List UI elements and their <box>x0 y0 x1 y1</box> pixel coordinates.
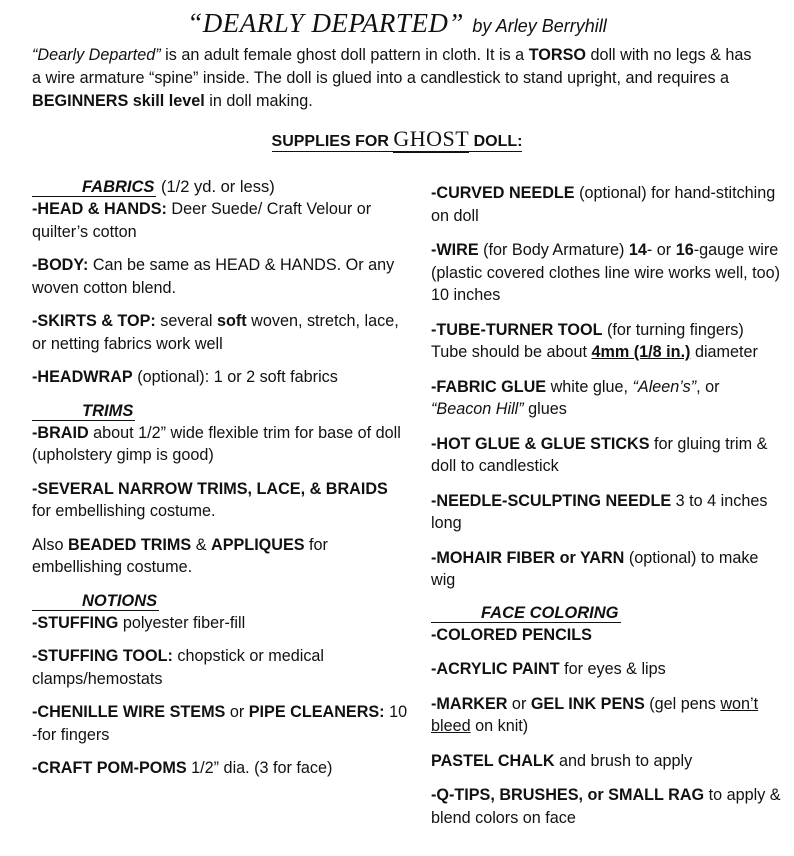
item-label: -BODY: <box>32 256 89 274</box>
item-brand: “Aleen’s” <box>632 377 697 396</box>
item-emphasis: soft <box>217 312 247 330</box>
item-text: (optional) for hand-stitching on doll <box>431 184 776 225</box>
author-byline: by Arley Berryhill <box>472 16 607 36</box>
item-text: for gluing trim & doll to candlestick <box>431 434 768 475</box>
face-coloring-title: FACE COLORING <box>431 604 621 623</box>
item-text: Also <box>32 535 68 554</box>
title-line <box>0 0 794 42</box>
item-label: PIPE CLEANERS: <box>248 703 385 721</box>
list-item <box>431 376 781 421</box>
item-text: several <box>155 312 217 330</box>
list-item <box>32 366 408 389</box>
item-label: -FABRIC GLUE <box>431 377 547 396</box>
item-text: for embellishing costume. <box>32 502 216 520</box>
item-text: and brush to apply <box>554 751 693 770</box>
list-item <box>32 422 408 467</box>
list-item <box>431 784 781 829</box>
supplies-heading-a: SUPPLIES FOR <box>271 133 394 150</box>
item-label: 14 <box>628 241 647 259</box>
intro-title-ref: “Dearly Departed” <box>32 46 161 64</box>
item-text: to apply & blend colors on face <box>431 786 781 827</box>
item-text: (optional) to make wig <box>431 548 759 589</box>
item-label: -HEADWRAP <box>32 368 133 386</box>
item-text: about 1/2” wide flexible trim for base of doll (upholstery gimp is good) <box>32 423 401 464</box>
item-text: 3 to 4 inches long <box>431 491 768 532</box>
notions-heading <box>32 590 408 612</box>
item-text: Can be same as HEAD & HANDS. Or any woven cotton blend. <box>32 256 395 297</box>
item-label: -WIRE <box>431 241 479 259</box>
list-item <box>32 310 408 355</box>
item-emphasis: won’t bleed <box>431 694 759 735</box>
supplies-heading-ghost: GHOST <box>393 126 470 151</box>
intro-text-3: in doll making. <box>204 92 313 110</box>
item-text: Deer Suede/ Craft Velour or quilter’s cotton <box>32 200 372 241</box>
item-label: -TUBE-TURNER TOOL <box>431 320 603 339</box>
list-item <box>431 490 781 535</box>
list-item <box>32 701 408 746</box>
intro-text-2: doll with no legs & has a wire armature “spine” inside. The doll is glued into a candlestick to stand upright, and requires a <box>32 46 752 87</box>
left-column <box>32 176 408 791</box>
item-label: -MARKER <box>431 694 508 713</box>
item-text: or <box>225 703 249 721</box>
item-label: -HEAD & HANDS: <box>32 200 167 218</box>
item-text: woven, stretch, lace, or netting fabrics work well <box>32 312 399 353</box>
item-text: for eyes & lips <box>559 660 666 678</box>
item-text: -gauge wire (plastic covered clothes line wire works well, too) 10 inches <box>431 241 781 304</box>
item-text: (optional): 1 or 2 soft fabrics <box>132 368 338 386</box>
intro-text-1: is an adult female ghost doll pattern in cloth. It is a <box>160 46 529 64</box>
list-item <box>431 750 781 773</box>
list-item <box>32 478 408 523</box>
item-label: -BRAID <box>32 423 89 442</box>
list-item <box>431 182 781 227</box>
supplies-heading <box>0 126 794 156</box>
intro-paragraph <box>32 44 764 113</box>
list-item <box>431 239 781 307</box>
list-item <box>431 658 781 681</box>
item-text: , or <box>696 377 720 396</box>
notions-title: NOTIONS <box>32 592 159 611</box>
item-text: 1/2” dia. (3 for face) <box>186 759 333 777</box>
trims-title: TRIMS <box>32 402 135 421</box>
item-text: on knit) <box>470 717 529 735</box>
fabrics-heading <box>32 176 408 198</box>
item-label: -NEEDLE-SCULPTING NEEDLE <box>431 491 672 510</box>
list-item <box>32 645 408 690</box>
item-text: polyester fiber-fill <box>118 613 246 632</box>
list-item <box>431 693 781 738</box>
trims-heading <box>32 400 408 422</box>
item-label: -SEVERAL NARROW TRIMS, LACE, & BRAIDS <box>32 479 388 498</box>
list-item <box>32 612 408 635</box>
item-label: APPLIQUES <box>211 535 305 554</box>
item-brand: “Beacon Hill” <box>431 400 524 418</box>
item-label: -ACRYLIC PAINT <box>431 660 560 678</box>
item-text: glues <box>523 400 567 418</box>
item-label: -CURVED NEEDLE <box>431 184 575 202</box>
item-label: -STUFFING TOOL: <box>32 647 173 665</box>
item-label: -HOT GLUE & GLUE STICKS <box>431 434 650 453</box>
item-text: & <box>191 535 212 554</box>
item-text: (for turning fingers) Tube should be about <box>431 320 744 361</box>
list-item <box>32 534 408 579</box>
item-text: (for Body Armature) <box>478 241 629 259</box>
item-label: -SKIRTS & TOP: <box>32 312 156 330</box>
list-item <box>32 254 408 299</box>
item-label: 16 <box>675 241 694 259</box>
item-text: white glue, <box>546 377 633 396</box>
item-label: GEL INK PENS <box>530 694 645 713</box>
fabrics-note: (1/2 yd. or less) <box>156 178 275 196</box>
item-text: or <box>507 694 531 713</box>
supplies-heading-c: DOLL: <box>469 133 523 150</box>
intro-torso: TORSO <box>528 46 586 64</box>
item-label: -CHENILLE WIRE STEMS <box>32 703 226 721</box>
list-item <box>32 198 408 243</box>
item-label: -CRAFT POM-POMS <box>32 759 187 777</box>
item-label: BEADED TRIMS <box>68 535 192 554</box>
intro-skill-level: BEGINNERS skill level <box>32 92 205 110</box>
right-column <box>431 182 781 841</box>
item-label: -Q-TIPS, BRUSHES, or SMALL RAG <box>431 786 705 804</box>
list-item <box>431 433 781 478</box>
item-text: chopstick or medical clamps/hemostats <box>32 647 325 688</box>
list-item <box>431 547 781 592</box>
item-label: -COLORED PENCILS <box>431 625 592 644</box>
item-label: -STUFFING <box>32 613 119 632</box>
list-item <box>431 624 781 647</box>
list-item <box>431 319 781 364</box>
item-text: for embellishing costume. <box>32 535 328 576</box>
item-text: 10 -for fingers <box>32 703 408 744</box>
item-text: - or <box>646 241 676 259</box>
fabrics-title: FABRICS <box>32 178 156 197</box>
item-emphasis: 4mm (1/8 in.) <box>591 343 691 361</box>
face-coloring-heading <box>431 602 781 624</box>
item-text: (gel pens <box>644 694 721 713</box>
item-text: diameter <box>690 343 758 361</box>
list-item <box>32 757 408 780</box>
item-label: PASTEL CHALK <box>431 751 555 770</box>
item-label: -MOHAIR FIBER or YARN <box>431 548 625 567</box>
pattern-title: “DEARLY DEPARTED” <box>187 8 464 38</box>
